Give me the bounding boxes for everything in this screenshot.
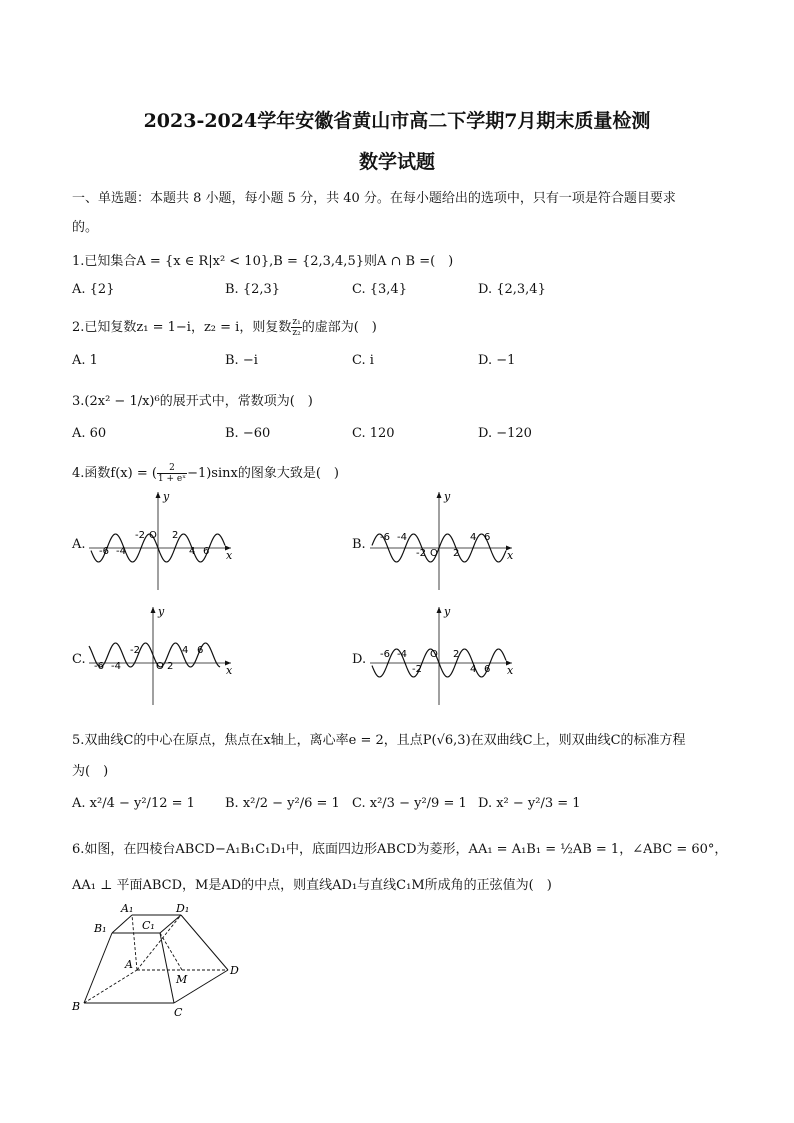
edge-DD1 (181, 915, 228, 970)
q3-expression: (2x² − 1/x)⁶ (84, 394, 160, 409)
tick--4: -4 (116, 546, 126, 557)
y-axis-arrow (156, 492, 161, 498)
tick--4: -4 (397, 532, 407, 543)
question-5-line1: 5.双曲线C的中心在原点，焦点在x轴上，离心率e = 2，且点P(√6,3)在双曲线C上，则双曲线C的标准方程 (72, 733, 686, 748)
origin: O (156, 661, 164, 672)
tick-2: 2 (453, 548, 460, 559)
tick--2: -2 (412, 664, 422, 675)
q6-frustum-figure (68, 898, 258, 1023)
tick-2: 2 (453, 649, 460, 660)
q1-option-c: C. {3,4} (352, 282, 407, 297)
q3-text-post: 的展开式中，常数项为( ) (159, 394, 313, 409)
tick--2: -2 (416, 548, 426, 559)
y-label: y (163, 490, 170, 503)
q4-graph-b (366, 488, 516, 593)
tick-4: 4 (470, 664, 477, 675)
q3-option-a: A. 60 (72, 426, 107, 441)
tick--4: -4 (397, 649, 407, 660)
q4-option-d-label: D. (352, 652, 367, 667)
label-A: A (125, 958, 133, 971)
y-label: y (158, 605, 165, 618)
q4-text-pre: 4.函数f(x) = ( (72, 466, 157, 481)
q2-text-pre: 2.已知复数z₁ = 1−i，z₂ = i，则复数 (72, 320, 292, 335)
tick-6: 6 (484, 664, 491, 675)
q2-fraction (291, 317, 301, 338)
origin: O (430, 649, 438, 660)
q4-frac-num: 2 (157, 463, 187, 474)
question-2 (72, 316, 377, 338)
tick-6: 6 (484, 532, 491, 543)
q5-option-b: B. x²/2 − y²/6 = 1 (225, 796, 340, 811)
section-header-line1: 一、单选题：本题共 8 小题，每小题 5 分，共 40 分。在每小题给出的选项中，只有一项是符合题目要求 (72, 191, 676, 206)
q2-option-b: B. −i (225, 353, 258, 368)
q5-option-a: A. x²/4 − y²/12 = 1 (72, 796, 195, 811)
tick-2: 2 (172, 530, 179, 541)
q2-option-d: D. −1 (478, 353, 516, 368)
tick-4: 4 (182, 645, 189, 656)
q4-option-c-label: C. (72, 652, 86, 667)
label-B: B (72, 1000, 81, 1013)
x-label: x (507, 664, 514, 677)
q4-option-b-label: B. (352, 537, 366, 552)
y-axis-arrow (437, 492, 442, 498)
edge-BA (84, 970, 137, 1003)
tick--6: -6 (380, 649, 390, 660)
edge-CC1 (160, 933, 174, 1003)
edge-BB1 (84, 933, 112, 1003)
tick--2: -2 (135, 530, 145, 541)
q4-graph-a (85, 488, 235, 593)
q3-text-pre: 3. (72, 394, 85, 409)
x-label: x (226, 664, 233, 677)
q4-fraction (157, 463, 187, 484)
section-header-line2: 的。 (72, 220, 99, 235)
q2-text-post: 的虚部为( ) (301, 320, 377, 335)
tick--6: -6 (94, 661, 104, 672)
tick-4: 4 (189, 546, 196, 557)
question-5-line2: 为( ) (72, 764, 109, 779)
y-axis-arrow (437, 607, 442, 613)
tick--6: -6 (380, 532, 390, 543)
tick-4: 4 (470, 532, 477, 543)
page-subtitle: 数学试题 (358, 151, 435, 173)
q5-option-d: D. x² − y²/3 = 1 (478, 796, 581, 811)
q2-option-a: A. 1 (72, 353, 98, 368)
y-label: y (444, 605, 451, 618)
tick--4: -4 (111, 661, 121, 672)
question-6-line2: AA₁ ⊥ 平面ABCD，M是AD的中点，则直线AD₁与直线C₁M所成角的正弦值为( ) (72, 878, 552, 893)
edge-C1D1 (160, 915, 181, 933)
y-label: y (444, 490, 451, 503)
q4-option-a-label: A. (72, 537, 86, 552)
label-D1: D₁ (176, 902, 190, 915)
q4-graph-c (85, 603, 235, 708)
page-title: 2023-2024学年安徽省黄山市高二下学期7月期末质量检测 (143, 110, 651, 132)
origin: O (430, 548, 438, 559)
x-label: x (226, 549, 233, 562)
q1-option-d: D. {2,3,4} (478, 282, 546, 297)
q3-option-b: B. −60 (225, 426, 271, 441)
q5-option-c: C. x²/3 − y²/9 = 1 (352, 796, 467, 811)
q2-option-c: C. i (352, 353, 374, 368)
q3-option-d: D. −120 (478, 426, 532, 441)
label-C1: C₁ (142, 919, 155, 932)
q4-text-post: −1)sinx的图象大致是( ) (187, 466, 339, 481)
label-D: D (230, 964, 239, 977)
q2-frac-num: z₁ (292, 317, 301, 327)
q4-graph-d (366, 603, 516, 708)
question-4 (72, 462, 339, 484)
tick--6: -6 (99, 546, 109, 557)
question-6-line1: 6.如图，在四棱台ABCD−A₁B₁C₁D₁中，底面四边形ABCD为菱形，AA₁ = A₁B₁ = ½AB = 1，∠ABC = 60°， (72, 842, 728, 857)
label-C: C (174, 1006, 183, 1019)
tick-2: 2 (167, 661, 174, 672)
x-label: x (507, 549, 514, 562)
q1-option-b: B. {2,3} (225, 282, 281, 297)
q1-option-a: A. {2} (72, 282, 115, 297)
edge-B1A1 (112, 915, 132, 933)
q3-option-c: C. 120 (352, 426, 395, 441)
q4-frac-den: 1 + eˣ (157, 474, 187, 484)
label-B1: B₁ (94, 922, 107, 935)
tick--2: -2 (130, 645, 140, 656)
tick-6: 6 (197, 645, 204, 656)
label-A1: A₁ (121, 902, 134, 915)
question-3 (72, 390, 313, 409)
question-1: 1.已知集合A = {x ∈ R|x² < 10},B = {2,3,4,5}则A ∩ B =( ) (72, 254, 454, 269)
q2-frac-den: z₂ (292, 328, 301, 338)
origin: O (149, 530, 157, 541)
label-M: M (176, 973, 188, 986)
tick-6: 6 (203, 546, 210, 557)
y-axis-arrow (151, 607, 156, 613)
